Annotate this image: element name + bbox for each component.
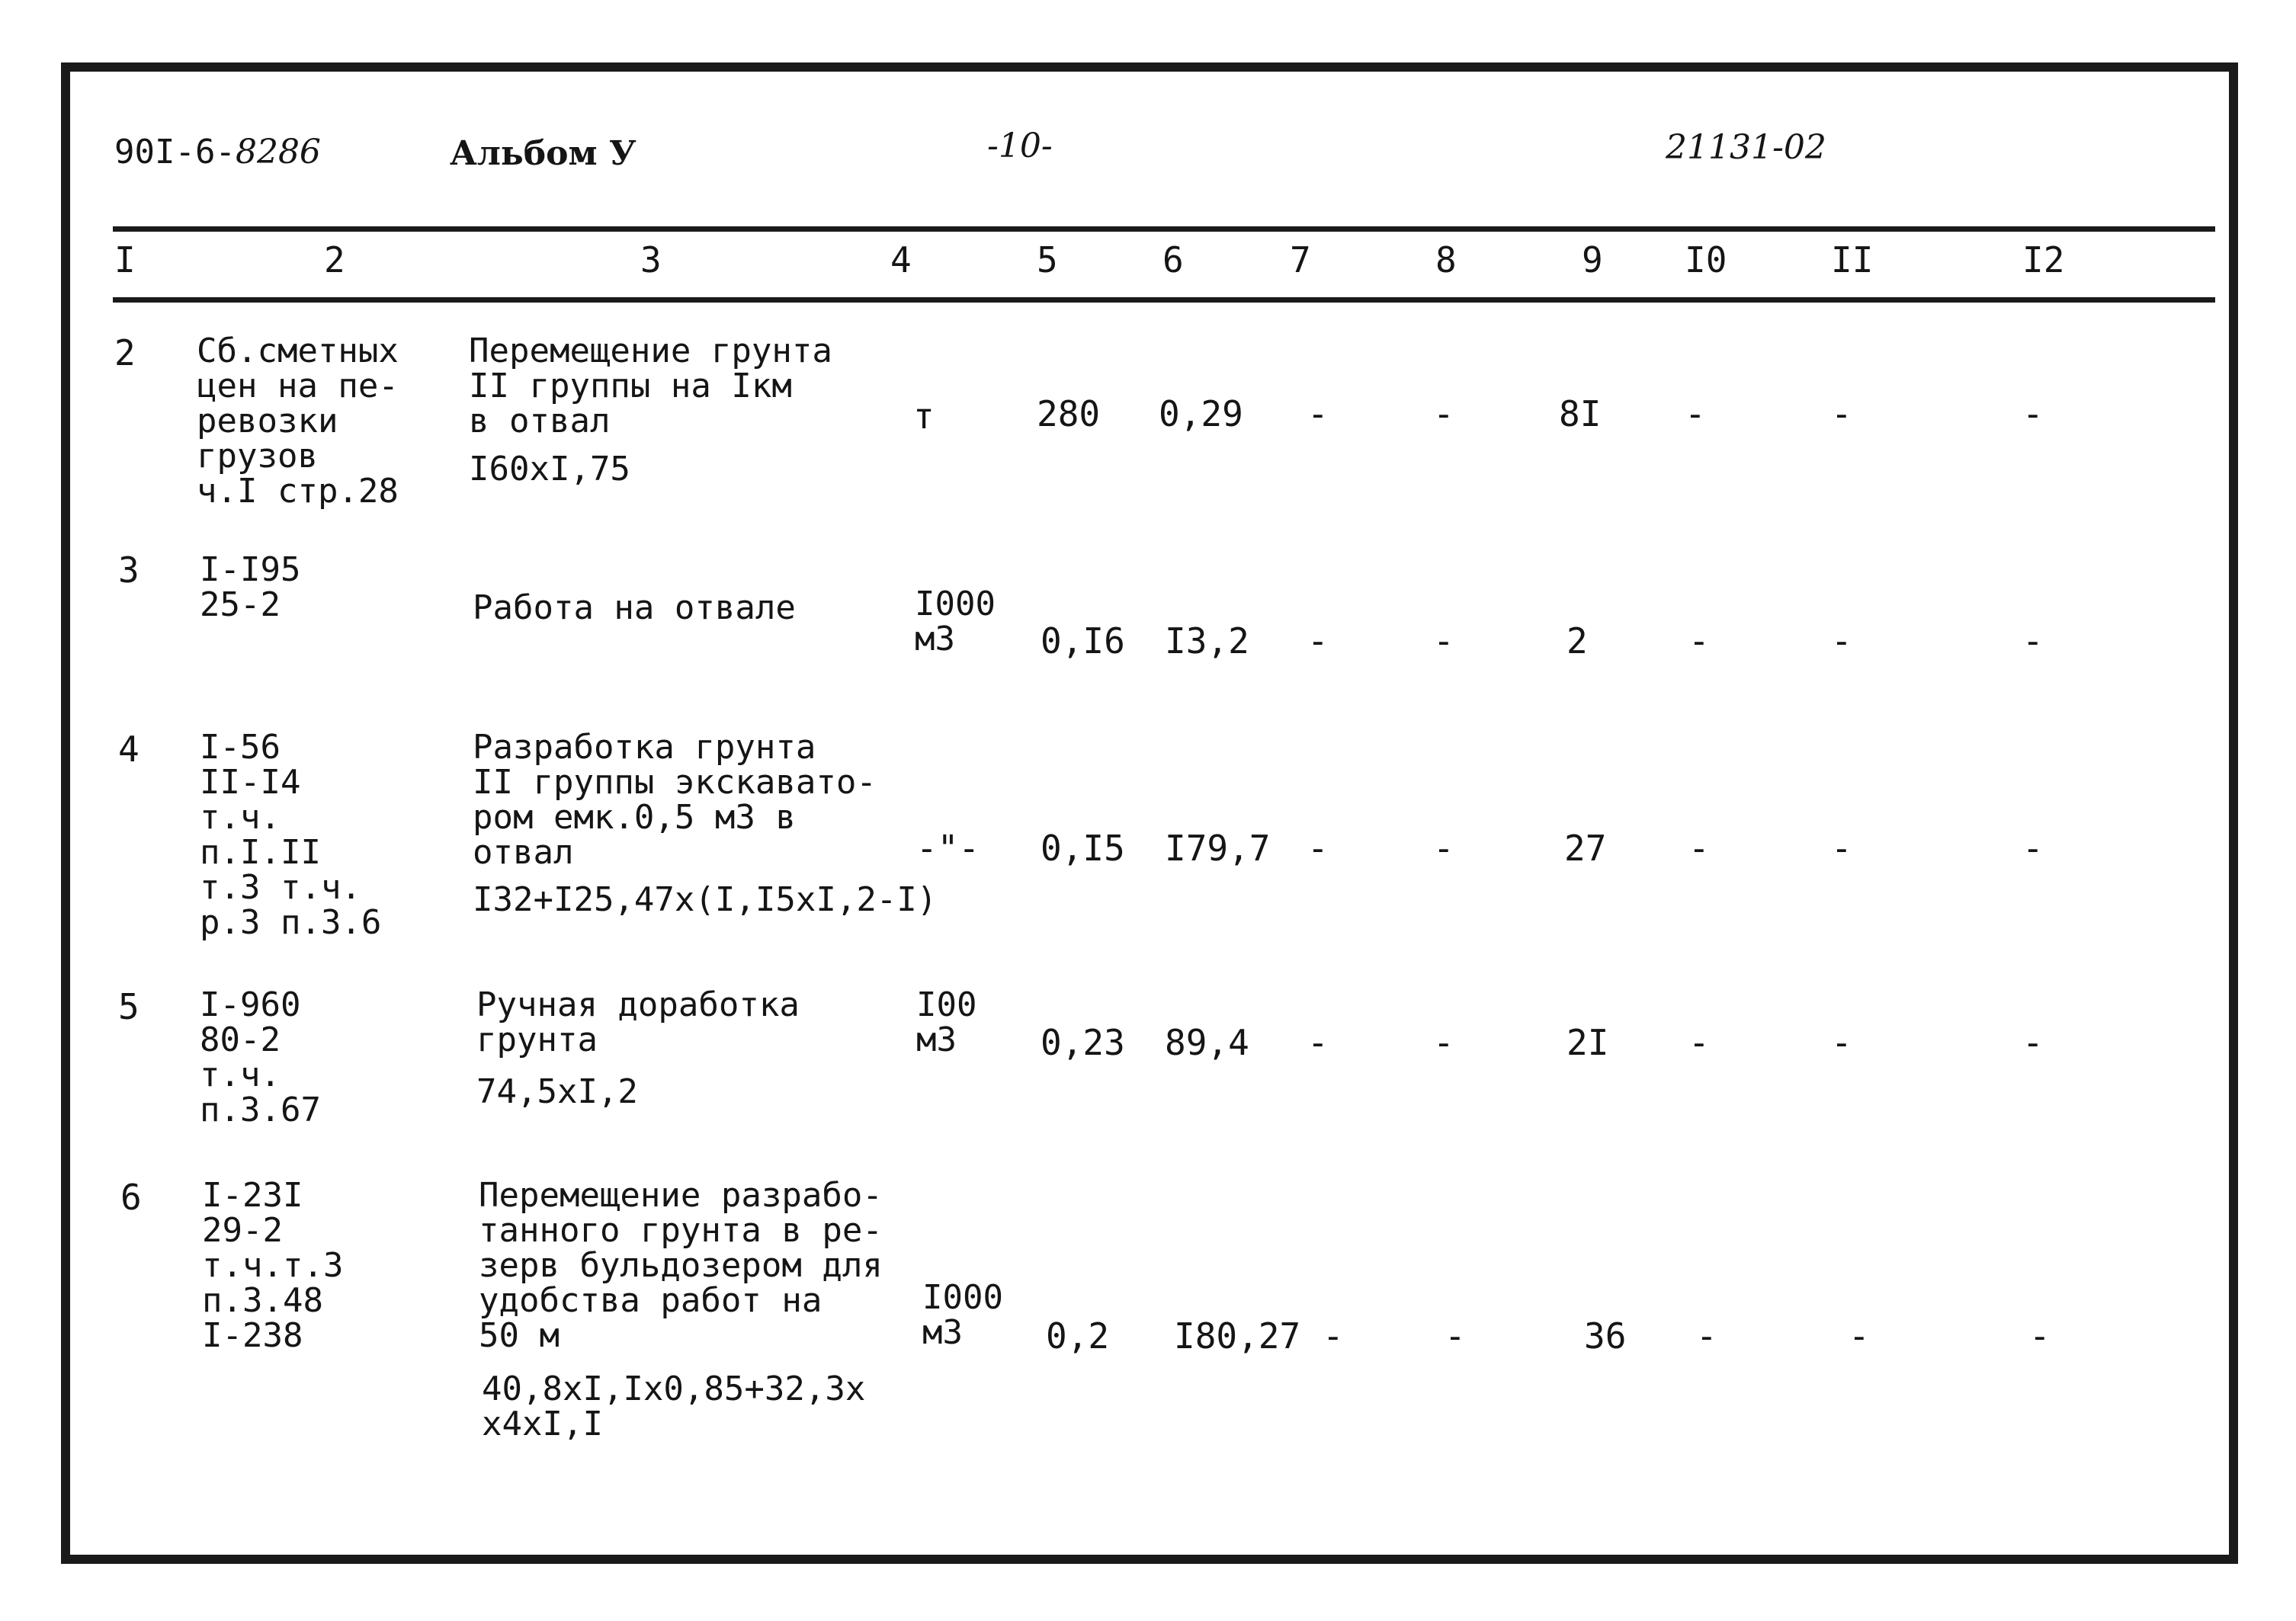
column-9-cell: 8I [1559,393,1602,434]
column-10-cell: - [1688,1022,1710,1063]
work-description: Перемещение разрабо- танного грунта в ре- зерв бульдозером для удобства работ на 50 м [479,1176,883,1355]
quantity-cell: 0,2 [1046,1315,1110,1357]
column-11-cell: - [1849,1315,1870,1357]
column-number-2: 2 [324,239,345,280]
album-label: Альбом У [450,134,637,173]
calculation-formula: 40,8xI,Ix0,85+32,3x x4xI,I [482,1370,866,1443]
column-10-cell: - [1688,620,1710,662]
unit-cell: т [913,396,935,437]
unit-price-cell: I3,2 [1165,620,1249,662]
reference-cell: I-56 II-I4 т.ч. п.I.II т.3 т.ч. р.3 п.3.6 [200,728,382,942]
row-number: 3 [118,549,139,591]
column-7-cell: - [1307,393,1329,434]
quantity-cell: 0,I5 [1041,828,1125,869]
column-11-cell: - [1831,828,1852,869]
column-number-9: 9 [1582,239,1603,280]
column-number-10: I0 [1685,239,1727,280]
column-number-8: 8 [1435,239,1457,280]
column-7-cell: - [1307,620,1329,662]
column-9-cell: 36 [1584,1315,1627,1357]
column-9-cell: 2I [1566,1022,1609,1063]
column-10-cell: - [1685,393,1706,434]
column-8-cell: - [1433,828,1454,869]
calculation-formula: 74,5xI,2 [476,1072,638,1111]
unit-price-cell: 89,4 [1165,1022,1249,1063]
column-7-cell: - [1323,1315,1344,1357]
unit-price-cell: I79,7 [1165,828,1271,869]
column-11-cell: - [1831,1022,1852,1063]
work-description: Перемещение грунта II группы на Iкм в отвал [469,332,832,440]
calculation-formula: I32+I25,47x(I,I5xI,2-I) [473,880,938,919]
registration-number: 21131-02 [1666,128,1826,167]
column-12-cell: - [2029,1315,2051,1357]
quantity-cell: 0,I6 [1041,620,1125,662]
column-header-bottom-rule [113,297,2215,303]
column-11-cell: - [1831,393,1852,434]
column-number-12: I2 [2022,239,2065,280]
column-number-5: 5 [1037,239,1058,280]
column-number-11: II [1831,239,1874,280]
reference-cell: I-23I 29-2 т.ч.т.3 п.3.48 I-238 [202,1176,344,1355]
column-11-cell: - [1831,620,1852,662]
column-number-4: 4 [890,239,912,280]
unit-cell: I000 м3 [915,585,996,658]
column-number-3: 3 [640,239,662,280]
work-description: Ручная доработка грунта [476,985,800,1059]
column-12-cell: - [2022,393,2044,434]
column-8-cell: - [1433,1022,1454,1063]
unit-cell: -"- [916,828,980,869]
column-12-cell: - [2022,1022,2044,1063]
column-10-cell: - [1688,828,1710,869]
quantity-cell: 0,23 [1041,1022,1125,1063]
reference-cell: I-960 80-2 т.ч. п.3.67 [200,985,321,1129]
column-8-cell: - [1433,620,1454,662]
row-number: 5 [118,986,139,1027]
table-top-rule [113,226,2215,232]
document-code-printed: 90I-6- [114,133,236,171]
unit-price-cell: I80,27 [1174,1315,1301,1357]
work-description: Разработка грунта II группы экскавато- ром емк.0,5 м3 в отвал [473,728,877,872]
column-7-cell: - [1307,828,1329,869]
row-number: 6 [120,1177,142,1218]
work-description: Работа на отвале [473,588,796,627]
column-12-cell: - [2022,620,2044,662]
column-12-cell: - [2022,828,2044,869]
page-number: -10- [987,127,1053,165]
row-number: 4 [118,729,139,770]
reference-cell: I-I95 25-2 [200,550,301,624]
column-7-cell: - [1307,1022,1329,1063]
unit-cell: I00 м3 [916,985,977,1059]
column-10-cell: - [1696,1315,1717,1357]
column-8-cell: - [1445,1315,1466,1357]
column-number-1: I [114,239,136,280]
column-number-7: 7 [1290,239,1311,280]
column-number-6: 6 [1162,239,1184,280]
reference-cell: Сб.сметных цен на пе- ревозки грузов ч.I стр.28 [197,332,399,511]
unit-price-cell: 0,29 [1159,393,1243,434]
column-9-cell: 27 [1564,828,1607,869]
page-frame [61,62,2238,1564]
column-8-cell: - [1433,393,1454,434]
quantity-cell: 280 [1037,393,1101,434]
calculation-formula: I60xI,75 [469,450,630,489]
column-9-cell: 2 [1566,620,1588,662]
unit-cell: I000 м3 [922,1278,1003,1352]
document-code [114,133,321,171]
row-number: 2 [114,332,136,373]
document-code-handwritten: 8286 [235,133,321,171]
